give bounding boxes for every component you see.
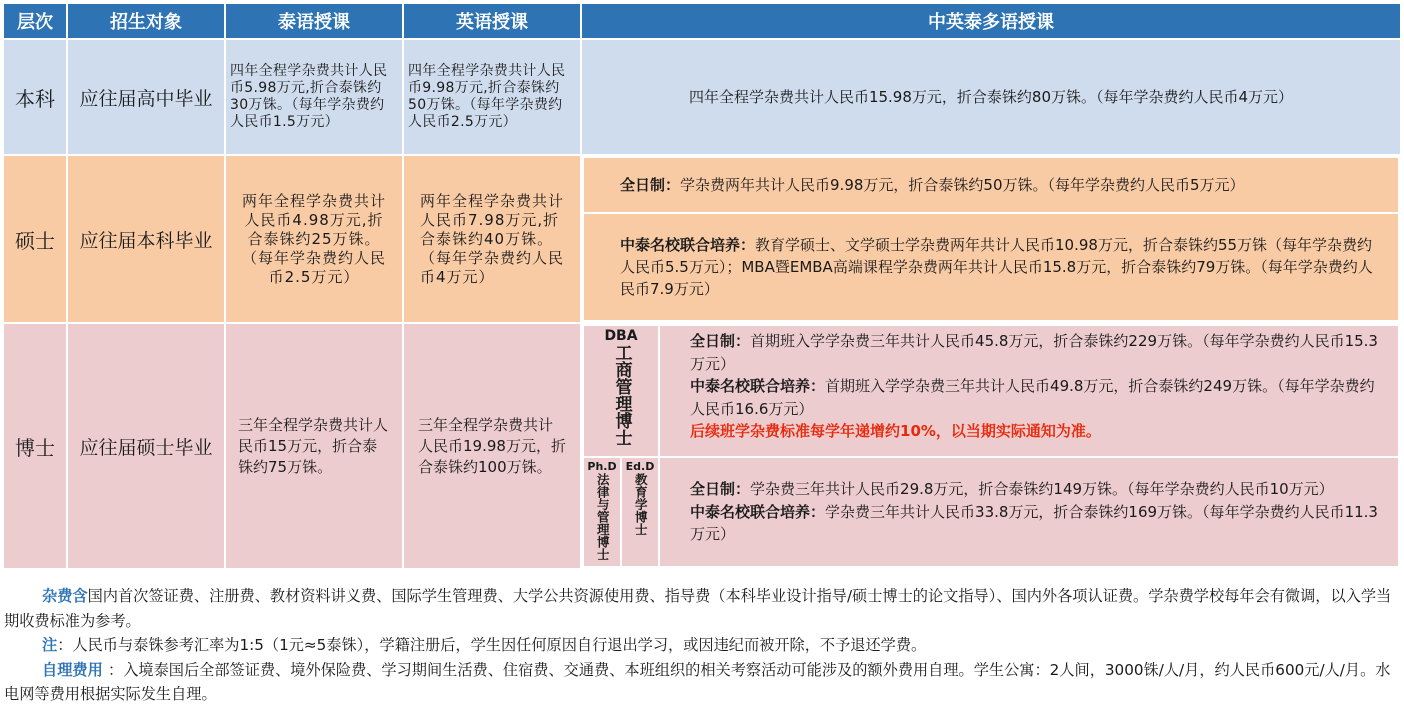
dba-fees	[659, 325, 1399, 457]
misc-fees-label: 杂费含	[42, 587, 88, 605]
exchange-note	[4, 633, 1396, 658]
master-joint	[583, 213, 1399, 321]
dba-fulltime	[690, 330, 1378, 375]
dba-fulltime-text: 首期班入学学杂费三年共计人民币45.8万元，折合泰铢约229万铢。（每年学杂费约人民币15.3万元）	[690, 332, 1378, 373]
other-doctor-fees	[659, 457, 1399, 567]
doctor-level: 博士	[3, 323, 67, 569]
bachelor-row	[3, 39, 1401, 155]
dba-abbr: DBA	[604, 328, 638, 344]
other-fulltime-label: 全日制：	[690, 480, 751, 499]
doctor-target: 应往届硕士毕业	[67, 323, 225, 569]
phd-abbr: Ph.D	[587, 460, 617, 473]
misc-fees-text: 国内首次签证费、注册费、教材资料讲义费、国际学生管理费、大学公共资源使用费、指导费（本科毕业设计指导/硕士博士的论文指导）、国内外各项认证费。学杂费学校每年会有微调，以入学当期收费标准为参考。	[4, 587, 1392, 630]
phd-label-cell	[583, 457, 621, 567]
self-pay-label: 自理费用	[42, 660, 109, 679]
dba-fulltime-label: 全日制：	[690, 332, 751, 350]
edd-abbr: Ed.D	[625, 460, 655, 473]
master-row	[3, 155, 1401, 323]
doctor-english: 三年全程学杂费共计人民币19.98万元，折合泰铢约100万铢。	[403, 323, 581, 569]
other-joint-label: 中泰名校联合培养：	[690, 502, 826, 521]
master-thai: 两年全程学杂费共计人民币4.98万元,折合泰铢约25万铢。（每年学杂费约人民币2.5万元）	[225, 155, 403, 323]
master-joint-text: 教育学硕士、文学硕士学杂费两年共计人民币10.98万元，折合泰铢约55万铢（每年学杂费约人民币5.5万元）；MBA暨EMBA高端课程学杂费两年共计人民币15.8万元，折合泰铢约79万铢。（每年学杂费约人民币7.9万元）	[620, 236, 1373, 298]
doctor-thai: 三年全程学杂费共计人民币15万元，折合泰铢约75万铢。	[225, 323, 403, 569]
master-target: 应往届本科毕业	[67, 155, 225, 323]
master-multi-inner	[582, 156, 1400, 322]
master-fulltime-text: 学杂费两年共计人民币9.98万元，折合泰铢约50万铢。（每年学杂费约人民币5万元）	[680, 175, 1245, 194]
master-fulltime-label: 全日制：	[620, 175, 681, 194]
dba-joint	[690, 375, 1378, 420]
other-joint	[690, 501, 1378, 546]
dba-name: 工商管理博士	[611, 344, 632, 446]
master-english: 两年全程学杂费共计人民币7.98万元,折合泰铢约40万铢。（每年学杂费约人民币4万元）	[403, 155, 581, 323]
dba-joint-label: 中泰名校联合培养：	[690, 377, 826, 395]
master-level: 硕士	[3, 155, 67, 323]
doctor-multi	[581, 323, 1401, 569]
header-target: 招生对象	[67, 3, 225, 39]
dba-label-cell	[583, 325, 659, 457]
notes-section	[4, 584, 1396, 707]
phd-name: 法律与管理博士	[595, 473, 611, 561]
doctor-multi-inner	[582, 324, 1400, 568]
other-fulltime	[690, 478, 1378, 501]
bachelor-target: 应往届高中毕业	[67, 39, 225, 155]
master-multi	[581, 155, 1401, 323]
header-english: 英语授课	[403, 3, 581, 39]
dba-note: 后续班学杂费标准每学年递增约10%，以当期实际通知为准。	[690, 422, 1101, 440]
bachelor-level: 本科	[3, 39, 67, 155]
misc-fees-note	[4, 584, 1396, 633]
bachelor-multi: 四年全程学杂费共计人民币15.98万元，折合泰铢约80万铢。（每年学杂费约人民币4万元）	[581, 39, 1401, 155]
master-fulltime	[583, 157, 1399, 213]
note-text: ：人民币与泰铢参考汇率为1:5（1元≈5泰铢），学籍注册后，学生因任何原因自行退出学习，或因违纪而被开除，不予退还学费。	[57, 636, 927, 654]
tuition-table	[2, 2, 1402, 570]
header-thai: 泰语授课	[225, 3, 403, 39]
edd-name: 教育学博士	[633, 473, 649, 536]
dba-joint-text: 首期班入学学杂费三年共计人民币49.8万元，折合泰铢约249万铢。（每年学杂费约人民币16.6万元）	[690, 377, 1375, 418]
note-label: 注	[42, 636, 58, 654]
header-row	[3, 3, 1401, 39]
self-pay-text: ：入境泰国后全部签证费、境外保险费、学习期间生活费、住宿费、交通费、本班组织的相关考察活动可能涉及的额外费用自理。学生公寓：2人间，3000铢/人/月，约人民币600元/人/月。水电网等费用根据实际发生自理。	[4, 660, 1391, 703]
doctor-row	[3, 323, 1401, 569]
bachelor-thai: 四年全程学杂费共计人民币5.98万元,折合泰铢约30万铢。（每年学杂费约人民币1.5万元）	[225, 39, 403, 155]
master-joint-label: 中泰名校联合培养：	[620, 236, 756, 254]
header-multi: 中英泰多语授课	[581, 3, 1401, 39]
bachelor-english: 四年全程学杂费共计人民币9.98万元,折合泰铢约50万铢。（每年学杂费约人民币2.5万元）	[403, 39, 581, 155]
other-fulltime-text: 学杂费三年共计人民币29.8万元，折合泰铢约149万铢。（每年学杂费约人民币10万元）	[750, 480, 1334, 499]
header-level: 层次	[3, 3, 67, 39]
self-pay-note	[4, 658, 1396, 707]
edd-label-cell	[621, 457, 659, 567]
other-joint-text: 学杂费三年共计人民币33.8万元，折合泰铢约169万铢。（每年学杂费约人民币11.3万元）	[690, 502, 1378, 544]
